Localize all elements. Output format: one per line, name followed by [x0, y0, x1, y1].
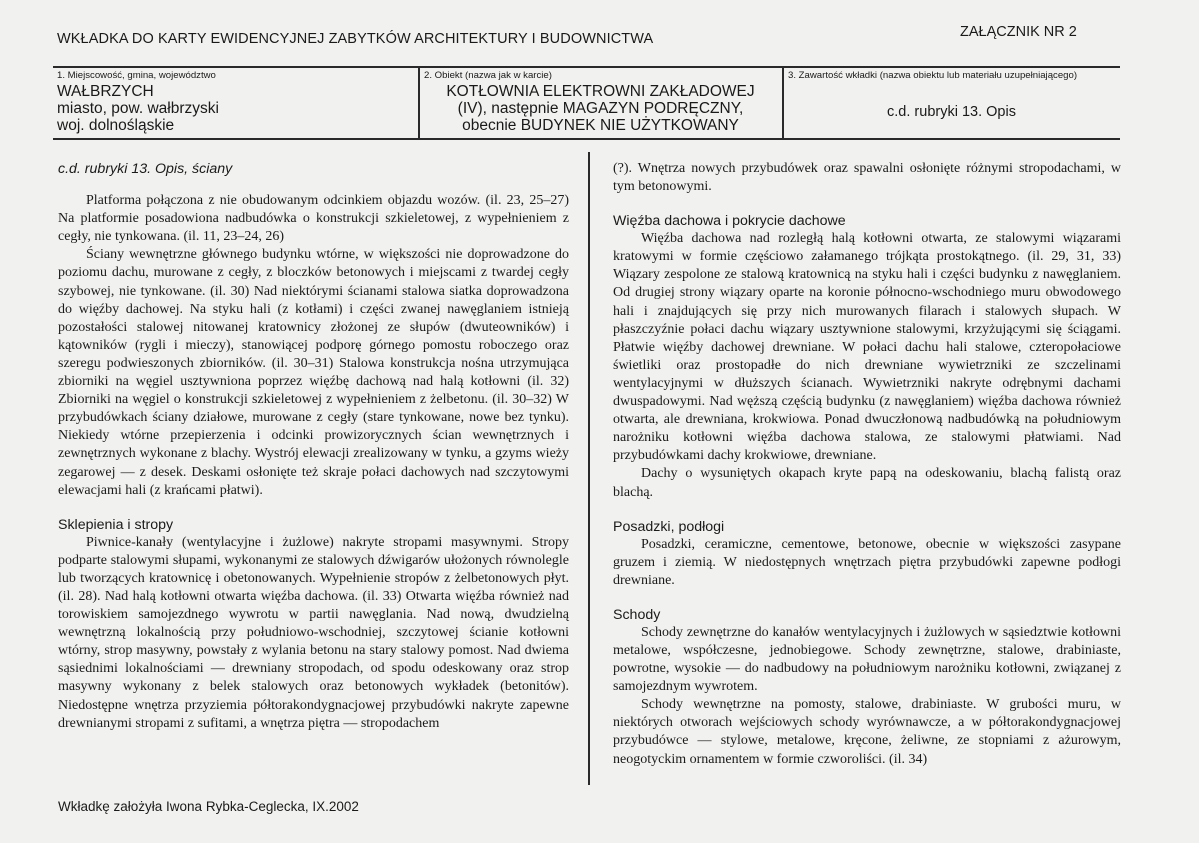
header-top-rule	[53, 66, 1120, 68]
section-title-roof: Więźba dachowa i pokrycie dachowe	[613, 213, 846, 230]
box3-content: c.d. rubryki 13. Opis	[887, 104, 1016, 120]
left-heading: c.d. rubryki 13. Opis, ściany	[58, 161, 233, 177]
box3-label: 3. Zawartość wkładki (nazwa obiektu lub materiału uzupełniającego)	[788, 70, 1078, 81]
paragraph: Posadzki, ceramiczne, cementowe, betonowe, obecnie w większości zasypane gruzem i ziemią. W niedostępnych wnętrzach piętra przybudówki zapewne podłogi drewniane.	[613, 536, 1121, 588]
box1-label: 1. Miejscowość, gmina, województwo	[57, 70, 216, 81]
right-column	[613, 160, 1121, 769]
paragraph: Więźba dachowa nad rozległą halą kotłowni otwarta, ze stalowymi wiązarami kratowymi w formie częściowo załamanego trójkąta prostokątnego. (il. 29, 31, 33) Wiązary zespolone ze stalową kratownicą na styku hali i części budynku z nawęglaniem. Od drugiej strony wiązary oparte na koronie północno-wschodniego muru obwodowego hali i znajdujących się przy nich murowanych filarach i stalowych słupach. W płaszczyźnie połaci dachu wiązary usztywnione stalowymi, krzyżującymi się ściągami. Płatwie więźby dachowej drewniane. W połaci dachu hali stalowe, czteropołaciowe świetliki oraz prostopadłe do nich drewniane wywietrzniki ze szczelinami wentylacyjnymi w dłuższych ścianach. Wywietrzniki nakryte odrębnymi dachami dwuspadowymi. Nad węższą częścią budynku (z nawęglaniem) więźba dachowa również otwarta, ale drewniana, krokwiowa. Ponad dwuczłonową nadbudówką na południowym narożniku kotłowni więźba dachowa stalowa, ze stalowymi płatwiami. Nad przybudówkami dachy krokwiowe, drewniane.	[613, 231, 1121, 464]
section-title-stairs: Schody	[613, 606, 661, 623]
column-separator	[588, 152, 590, 785]
box2-line: obecnie BUDYNEK NIE UŻYTKOWANY	[462, 117, 739, 134]
box2-label: 2. Obiekt (nazwa jak w karcie)	[424, 70, 552, 81]
paragraph: Dachy o wysuniętych okapach kryte papą na odeskowaniu, blachą falistą oraz blachą.	[613, 466, 1121, 500]
box2-object	[419, 83, 782, 134]
paragraph: Schody wewnętrzne na pomosty, stalowe, drabiniaste. W grubości muru, w niektórych otworach wejściowych schody wyrównawcze, a w półtorakondygnacjowej przybudówce — stylowe, metalowe, kręcone, żeliwne, ze stopniami z ażurowym, neogotyckim ornamentem w formie czworoliści. (il. 34)	[613, 697, 1121, 767]
header-bottom-rule	[53, 138, 1120, 140]
box1-line: WAŁBRZYCH	[57, 83, 154, 100]
box2-line: KOTŁOWNIA ELEKTROWNI ZAKŁADOWEJ	[446, 83, 755, 100]
paragraph: Schody zewnętrzne do kanałów wentylacyjnych i żużlowych w sąsiedztwie kotłowni metalowe, współczesne, jednobiegowe. Schody zewnętrzne, stalowe, drabiniaste, powrotne, wysokie — do nadbudowy na południowym narożniku kotłowni, związanej z samojezdnym wywrotem.	[613, 624, 1121, 695]
paragraph: Ściany wewnętrzne głównego budynku wtórne, w większości nie doprowadzone do poziomu dachu, murowane z cegły, z bloczków betonowych i miejscami z twardej cegły szybowej, nie tynkowane. (il. 30) Nad niektórymi ścianami stalowa siatka doprowadzona do więźby dachowej. Na styku hali (z kotłami) i części zwanej nawęglaniem istnieją pozostałości stalowej nitowanej kratownicy złożonej ze słupów (dwuteowników) i kątowników (rygli i mieczy), stanowiącej podporę górnego pomostu roboczego oraz szeregu podwieszonych zbiorników. (il. 30–31) Stalowa konstrukcja nośna utrzymująca zbiorniki na węgiel usztywniona poprzez więźbę dachową nad halą kotłowni (il. 32) Zbiorniki na węgiel o konstrukcji szkieletowej z wypełnieniem z żelbetonu. (il. 30–32) W przybudówkach ściany działowe, murowane z cegły (stare tynkowane, nowe bez tynku). Niekiedy wtórne przepierzenia i odcinki prowizorycznych ścian wewnętrznych i zewnętrznych wykonane z blachy. Wystrój elewacji zrealizowany w tynku, a gzyms wieży zegarowej — z desek. Deskami osłonięte też skraje połaci dachowych nad szczytowymi elewacjami hali (z krańcami płatwi).	[58, 247, 569, 498]
box1-line: miasto, pow. wałbrzyski	[57, 100, 219, 117]
divider-box2-box3	[782, 66, 784, 139]
paragraph: (?). Wnętrza nowych przybudówek oraz spawalni osłonięte różnymi stropodachami, w tym betonowymi.	[613, 161, 1121, 195]
paragraph: Piwnice-kanały (wentylacyjne i żużlowe) nakryte stropami masywnymi. Stropy podparte stalowymi słupami, wykonanymi ze stalowych dźwigarów ułożonych równolegle lub tworzących kratownicę i obetonowanych. Wypełnienie stropów z żelbetonowych płyt. (il. 28). Nad halą kotłowni otwarta więźba dachowa. (il. 33) Otwarta więźba również nad torowiskiem samojezdnego wywrotu w partii nawęglania. Nad nową, dwudzielną wewnętrzną lokalnością przy południowo-wschodniej, szczytowej ścianie kotłowni wtórny, strop masywny, powstały z wylania betonu na stary stalowy pomost. Nad dwiema sąsiednimi lokalnościami — drewniany stropodach, od spodu odeskowany oraz strop masywny wykonany z belek stalowych oraz betonowych wykładek (betonitów). Niedostępne wnętrza przyziemia półtorakondygnacjowej przybudówki nakryte zapewne drewnianymi stropami z sufitami, a wnętrza piętra — stropodachem	[58, 534, 569, 731]
box1-line: woj. dolnośląskie	[57, 117, 175, 134]
card-title: WKŁADKA DO KARTY EWIDENCYJNEJ ZABYTKÓW ARCHITEKTURY I BUDOWNICTWA	[57, 31, 654, 47]
left-column	[58, 160, 569, 733]
box1-location	[57, 83, 219, 134]
paragraph: Platforma połączona z nie obudowanym odcinkiem objazdu wozów. (il. 23, 25–27) Na platformie posadowiona nadbudówka o konstrukcji szkieletowej, z wypełnieniem z cegły, nie tynkowana. (il. 11, 23–24, 26)	[58, 193, 569, 245]
section-title-floors: Posadzki, podłogi	[613, 518, 725, 535]
author-footer: Wkładkę założyła Iwona Rybka-Ceglecka, IX.2002	[58, 799, 359, 814]
annex-number: ZAŁĄCZNIK NR 2	[960, 24, 1077, 40]
box2-line: (IV), następnie MAGAZYN PODRĘCZNY,	[457, 100, 744, 117]
section-title-vaults: Sklepienia i stropy	[58, 516, 174, 533]
